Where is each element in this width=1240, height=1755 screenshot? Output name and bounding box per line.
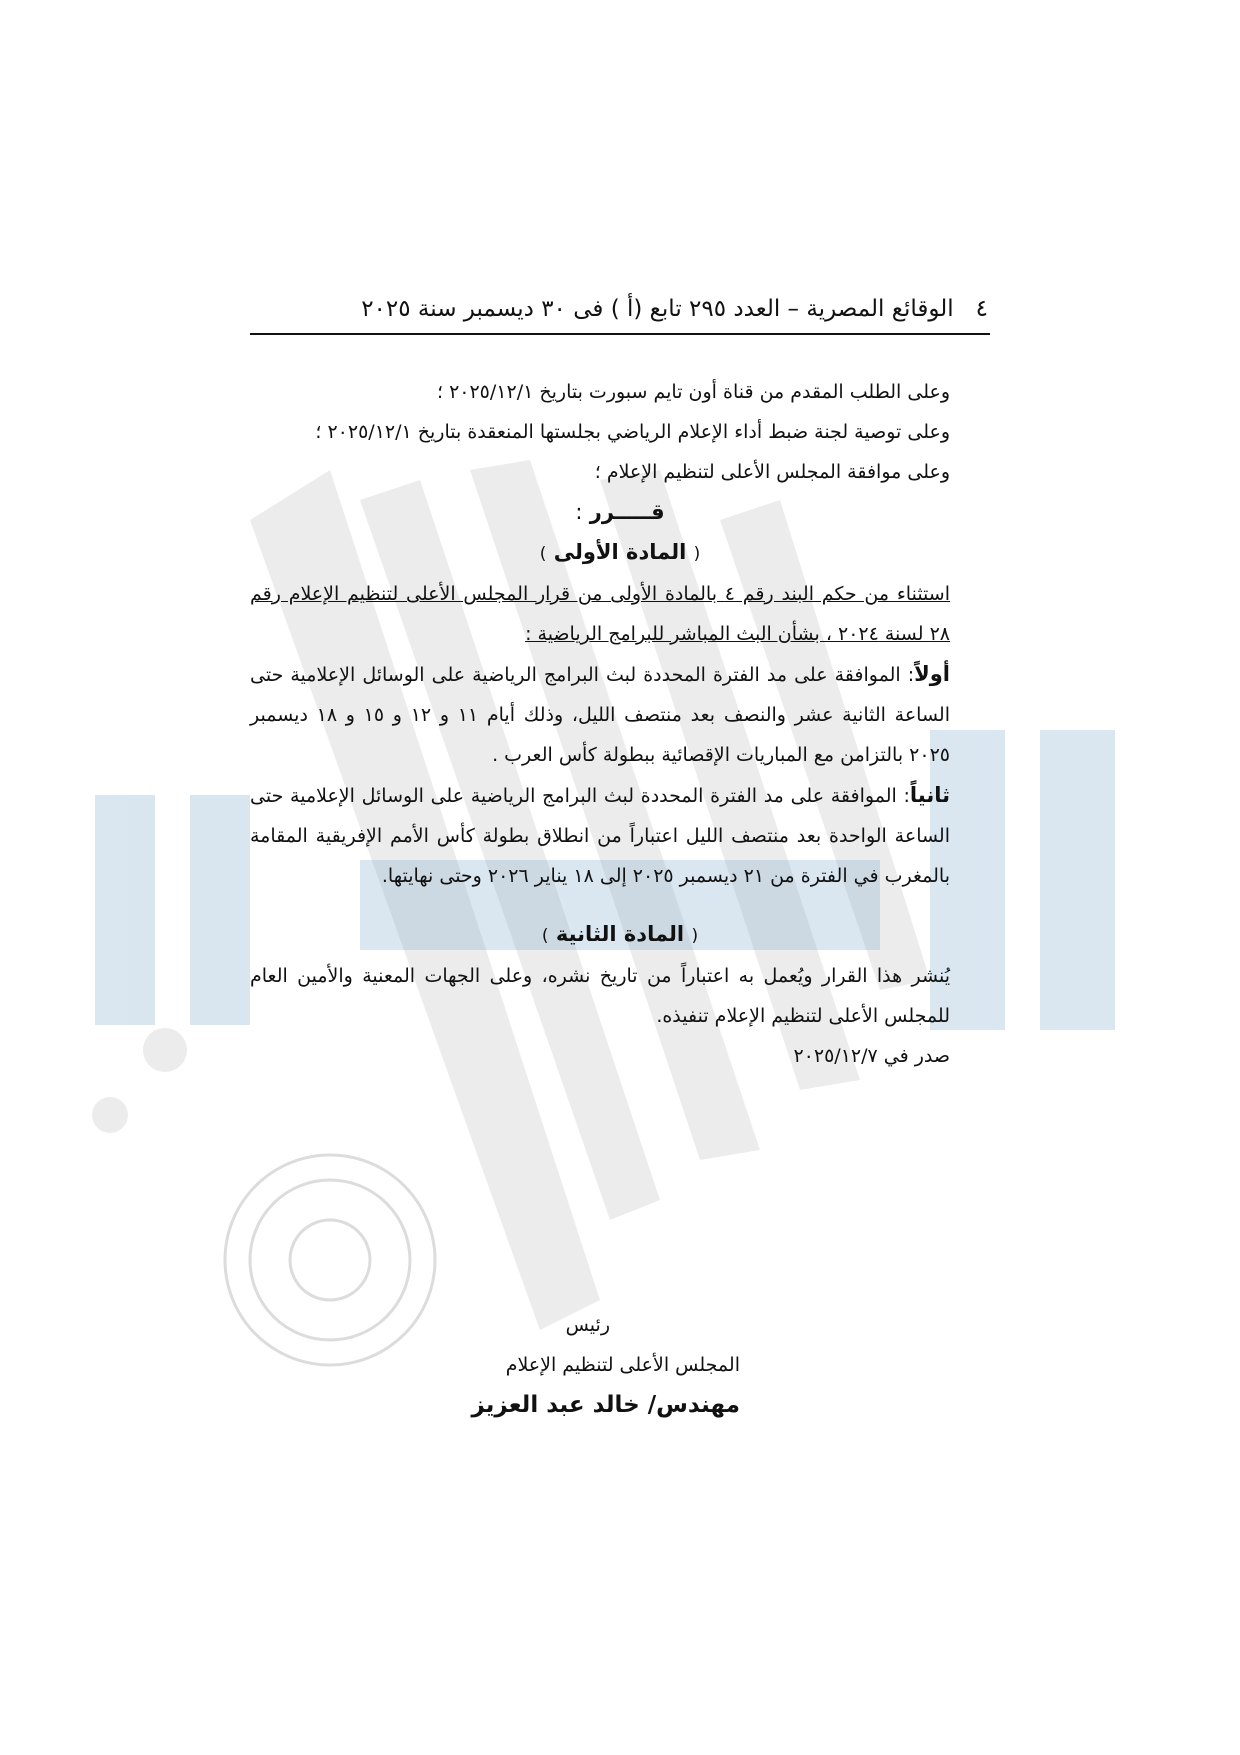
signature-body: المجلس الأعلى لتنظيم الإعلام: [505, 1354, 740, 1376]
article-one-title: ( المادة الأولى ): [539, 540, 701, 564]
gazette-header: [250, 285, 990, 335]
second-label: ثانياً: [909, 783, 950, 807]
preamble-line: وعلى موافقة المجلس الأعلى لتنظيم الإعلام ؛: [594, 461, 950, 483]
article-one-first: [250, 654, 990, 775]
first-text: : الموافقة على مد الفترة المحددة لبث البرامج الرياضية على الوسائل الإعلامية حتى الساعة الثانية عشر والنصف بعد منتصف الليل، وذلك أيام ١١ و ١٢ و ١٥ و ١٨ ديسمبر ٢٠٢٥ بالتزامن مع المباريات الإقصائية ببطولة كأس العرب .: [250, 664, 950, 766]
article-one-second: [250, 775, 990, 896]
article-one-title-text: المادة الأولى: [553, 540, 687, 564]
article-two-text: يُنشر هذا القرار ويُعمل به اعتباراً من تاريخ نشره، وعلى الجهات المعنية والأمين العام للمجلس الأعلى لتنظيم الإعلام تنفيذه.: [250, 965, 950, 1027]
signature-block: [440, 1305, 740, 1425]
signatory-name: مهندس/ خالد عبد العزيز: [471, 1392, 740, 1418]
signature-title: رئيس: [565, 1314, 610, 1336]
article-one-intro: استثناء من حكم البند رقم ٤ بالمادة الأولى من قرار المجلس الأعلى لتنظيم الإعلام رقم ٢٨ لسنة ٢٠٢٤ ، بشأن البث المباشر للبرامج الرياضية :: [250, 583, 950, 645]
issue-date: صدر في ٢٠٢٥/١٢/٧: [793, 1045, 950, 1067]
second-text: : الموافقة على مد الفترة المحددة لبث البرامج الرياضية على الوسائل الإعلامية حتى الساعة الواحدة بعد منتصف الليل اعتباراً من انطلاق بطولة كأس الأمم الإفريقية المقامة بالمغرب في الفترة من ٢١ ديسمبر ٢٠٢٥ إلى ١٨ يناير ٢٠٢٦ وحتى نهايتها.: [250, 785, 950, 887]
decision-colon: :: [575, 500, 583, 524]
decision-heading-text: قـــــرر: [589, 500, 665, 524]
article-two-title: ( المادة الثانية ): [541, 922, 699, 946]
preamble-line: وعلى توصية لجنة ضبط أداء الإعلام الرياضي بجلستها المنعقدة بتاريخ ٢٠٢٥/١٢/١ ؛: [315, 421, 950, 443]
preamble-line: وعلى الطلب المقدم من قناة أون تايم سبورت بتاريخ ٢٠٢٥/١٢/١ ؛: [436, 381, 950, 403]
article-two-title-text: المادة الثانية: [555, 922, 685, 946]
first-label: أولاً: [914, 662, 950, 686]
decision-heading: [250, 492, 990, 532]
page-number: ٤: [975, 296, 988, 322]
gazette-title: الوقائع المصرية – العدد ٢٩٥ تابع (أ ) فى ٣٠ ديسمبر سنة ٢٠٢٥: [361, 296, 954, 322]
decree-body: [250, 372, 990, 1076]
